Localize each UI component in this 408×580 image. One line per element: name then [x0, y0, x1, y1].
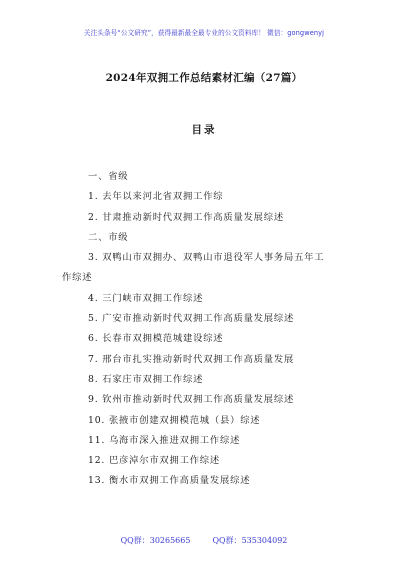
toc-item: 8. 石家庄市双拥工作综述 — [88, 373, 204, 385]
footer-qq-group-2: QQ群：535304092 — [212, 536, 288, 545]
footer — [0, 535, 408, 546]
toc-section-provincial: 一、省级 — [88, 171, 129, 182]
toc-item: 6. 长春市双拥模范城建设综述 — [88, 333, 224, 345]
toc-item-continuation: 作综述 — [62, 272, 93, 284]
toc-heading: 目录 — [191, 124, 217, 136]
header-notice: 关注头条号“公文研究”，获得最新最全最专业的公文资料库！ 微信：gongwenyj — [83, 29, 325, 37]
toc-item: 11. 乌海市深入推进双拥工作综述 — [88, 434, 241, 446]
toc-item: 9. 钦州市推动新时代双拥工作高质量发展综述 — [88, 394, 295, 406]
toc-item: 12. 巴彦淖尔市双拥工作综述 — [88, 455, 221, 467]
document-title: 2024年双拥工作总结素材汇编（27篇） — [105, 72, 303, 84]
footer-qq-group-1: QQ群：30265665 — [120, 536, 191, 545]
toc-item: 4. 三门峡市双拥工作综述 — [88, 292, 204, 304]
toc-section-municipal: 二、市级 — [88, 231, 129, 243]
toc-item: 2. 甘肃推动新时代双拥工作高质量发展综述 — [88, 211, 284, 223]
toc-item: 13. 衡水市双拥工作高质量发展综述 — [88, 475, 251, 487]
toc-item: 3. 双鸭山市双拥办、双鸭山市退役军人事务局五年工 — [88, 252, 325, 264]
toc-item: 7. 邢台市扎实推动新时代双拥工作高质量发展 — [88, 353, 295, 365]
toc-item: 10. 张掖市创建双拥模范城（县）综述 — [88, 414, 261, 426]
toc-item: 5. 广安市推动新时代双拥工作高质量发展综述 — [88, 313, 295, 325]
toc-item: 1. 去年以来河北省双拥工作综 — [88, 191, 224, 203]
table-of-contents — [62, 171, 358, 497]
